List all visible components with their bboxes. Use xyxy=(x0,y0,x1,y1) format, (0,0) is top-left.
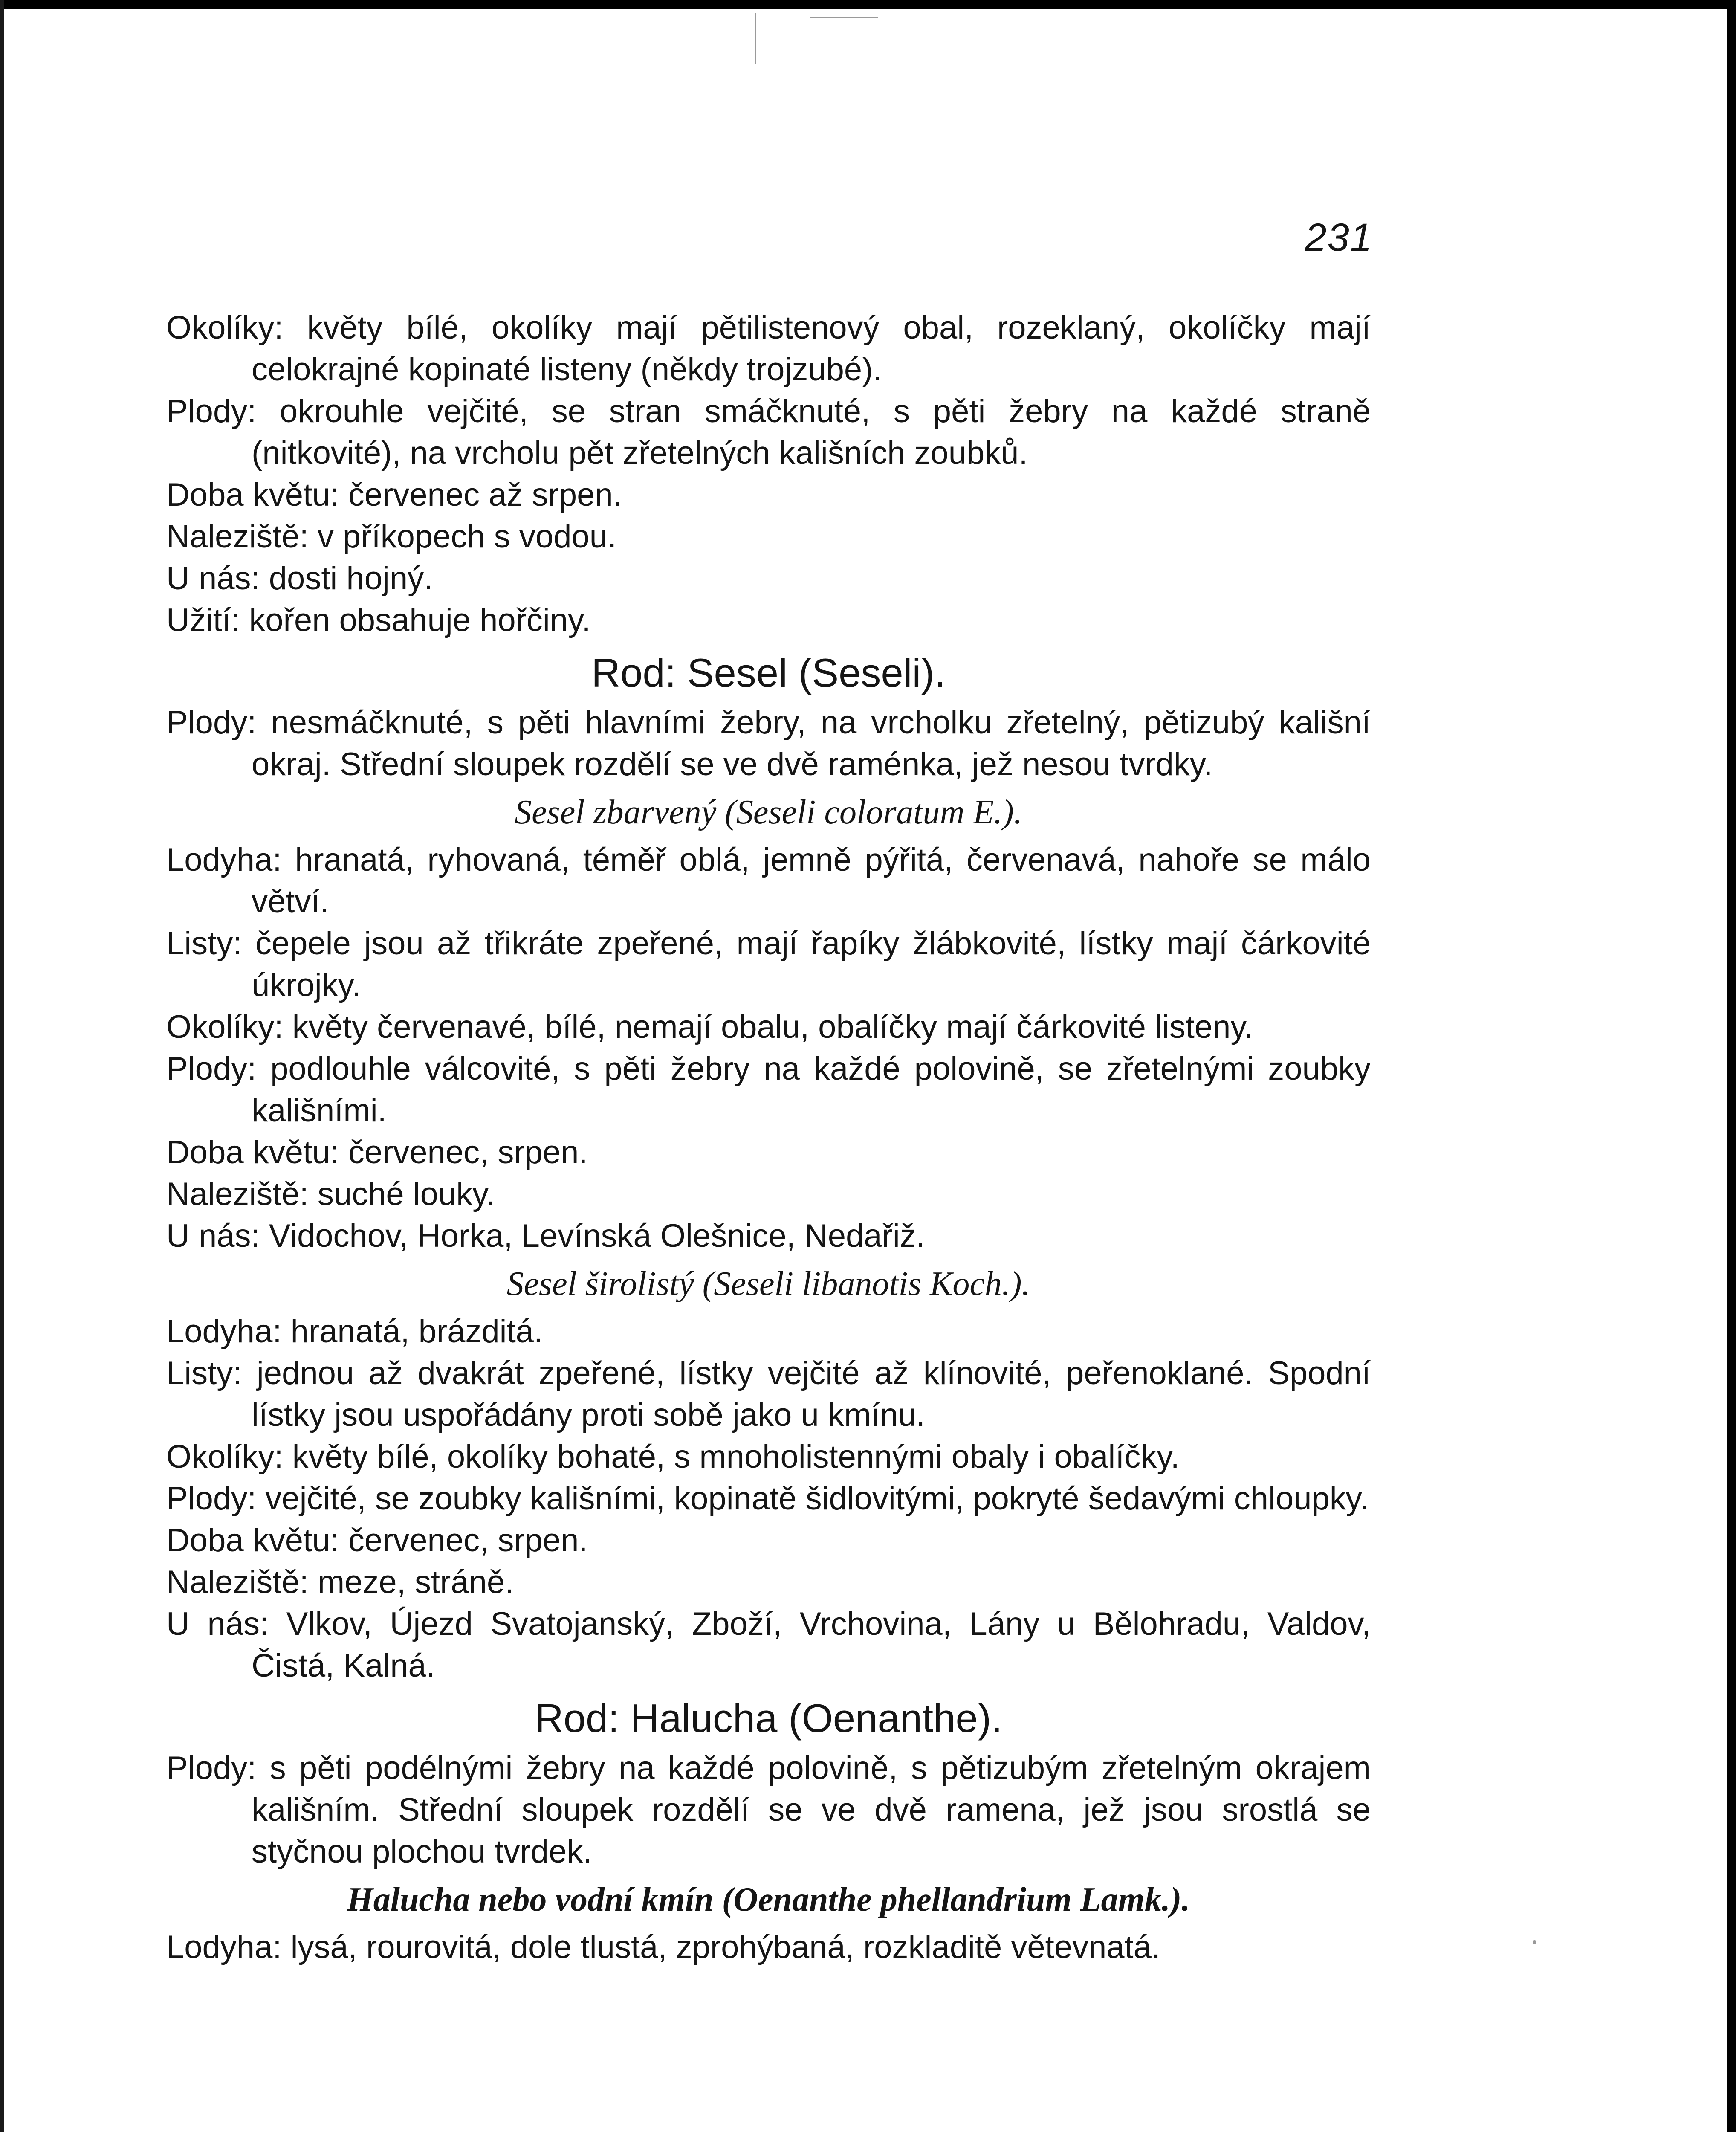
entry-label: Doba květu: xyxy=(166,1134,339,1170)
entry-lodyha xyxy=(166,839,1371,923)
entry-text: kořen obsahuje hořčiny. xyxy=(249,602,591,638)
page-number: 231 xyxy=(1305,216,1373,259)
entry-label: Okolíky: xyxy=(166,1439,284,1475)
dust-speck xyxy=(1533,1940,1536,1944)
entry-okoliky xyxy=(166,1006,1371,1048)
entry-label: Plody: xyxy=(166,1051,257,1087)
entry-label: Okolíky: xyxy=(166,1009,284,1045)
entry-text: květy bílé, okolíky bohaté, s mnoholistennými obaly i obalíčky. xyxy=(292,1439,1180,1475)
species-heading-seseli-libanotis: Sesel širolistý (Seseli libanotis Koch.). xyxy=(506,1265,1030,1303)
page-content xyxy=(166,307,1371,1968)
entry-text: nesmáčknuté, s pěti hlavními žebry, na vrcholku zřetelný, pětizubý kališní okraj. Střední sloupek rozdělí se ve dvě raménka, jež nesou tvrdky. xyxy=(252,704,1371,782)
entry-text: květy bílé, okolíky mají pětilistenový obal, rozeklaný, okolíčky mají celokrajné kopinaté listeny (někdy trojzubé). xyxy=(252,310,1371,388)
entry-plody xyxy=(166,1747,1371,1873)
entry-label: Plody: xyxy=(166,704,257,741)
entry-u-nas xyxy=(166,1603,1371,1687)
entry-doba-kvetu xyxy=(166,1520,1371,1561)
entry-text: hranatá, brázditá. xyxy=(290,1313,543,1350)
species-heading-oenanthe-phellandrium: Halucha nebo vodní kmín (Oenanthe phellandrium Lamk.). xyxy=(347,1881,1190,1918)
entry-label: Lodyha: xyxy=(166,1313,282,1350)
entry-label: Plody: xyxy=(166,393,257,429)
entry-text: červenec, srpen. xyxy=(348,1134,588,1170)
entry-u-nas xyxy=(166,558,1371,600)
entry-label: Okolíky: xyxy=(166,310,284,346)
entry-u-nas xyxy=(166,1215,1371,1257)
entry-text: lysá, rourovitá, dole tlustá, zprohýbaná, rozkladitě větevnatá. xyxy=(290,1929,1161,1965)
entry-text: jednou až dvakrát zpeřené, lístky vejčité až klínovité, peřenoklané. Spodní lístky jsou uspořádány proti sobě jako u kmínu. xyxy=(252,1355,1371,1433)
entry-okoliky xyxy=(166,307,1371,391)
entry-listy xyxy=(166,923,1371,1006)
entry-doba-kvetu xyxy=(166,474,1371,516)
entry-label: U nás: xyxy=(166,1218,260,1254)
entry-label: Listy: xyxy=(166,1355,242,1391)
entry-listy xyxy=(166,1353,1371,1436)
scan-artifact xyxy=(810,17,878,18)
entry-okoliky xyxy=(166,1436,1371,1478)
entry-plody xyxy=(166,391,1371,474)
entry-text: meze, stráně. xyxy=(317,1564,514,1600)
entry-label: Užití: xyxy=(166,602,240,638)
entry-naleziste xyxy=(166,1173,1371,1215)
entry-text: květy červenavé, bílé, nemají obalu, obalíčky mají čárkovité listeny. xyxy=(292,1009,1253,1045)
entry-text: čepele jsou až třikráte zpeřené, mají řapíky žlábkovité, lístky mají čárkovité úkrojky. xyxy=(252,925,1371,1003)
entry-text: Vlkov, Újezd Svatojanský, Zboží, Vrchovina, Lány u Bělohradu, Valdov, Čistá, Kalná. xyxy=(252,1606,1371,1684)
entry-label: Lodyha: xyxy=(166,1929,282,1965)
entry-text: vejčité, se zoubky kališními, kopinatě šidlovitými, pokryté šedavými chloupky. xyxy=(265,1480,1369,1517)
entry-label: Naleziště: xyxy=(166,1564,309,1600)
entry-label: Lodyha: xyxy=(166,842,282,878)
entry-naleziste xyxy=(166,516,1371,558)
genus-heading-sesel: Rod: Sesel (Seseli). xyxy=(591,650,946,695)
entry-label: Plody: xyxy=(166,1750,257,1786)
genus-heading-halucha: Rod: Halucha (Oenanthe). xyxy=(534,1696,1003,1741)
entry-uziti xyxy=(166,600,1371,641)
entry-lodyha xyxy=(166,1926,1371,1968)
entry-text: Vidochov, Horka, Levínská Olešnice, Nedařiž. xyxy=(269,1218,925,1254)
entry-text: suché louky. xyxy=(317,1176,495,1212)
species-heading-seseli-coloratum: Sesel zbarvený (Seseli coloratum E.). xyxy=(515,794,1022,831)
entry-plody xyxy=(166,1048,1371,1132)
entry-label: Plody: xyxy=(166,1480,257,1517)
entry-label: Doba květu: xyxy=(166,1522,339,1558)
entry-plody xyxy=(166,702,1371,785)
entry-text: podlouhle válcovité, s pěti žebry na každé polovině, se zřetelnými zoubky kališními. xyxy=(252,1051,1371,1129)
entry-label: Naleziště: xyxy=(166,1176,309,1212)
entry-text: červenec, srpen. xyxy=(348,1522,588,1558)
entry-plody xyxy=(166,1478,1371,1520)
scan-artifact xyxy=(755,13,756,64)
entry-text: červenec až srpen. xyxy=(348,477,622,513)
entry-label: Listy: xyxy=(166,925,242,962)
entry-text: v příkopech s vodou. xyxy=(317,519,617,555)
entry-doba-kvetu xyxy=(166,1132,1371,1173)
entry-lodyha xyxy=(166,1311,1371,1353)
entry-text: dosti hojný. xyxy=(269,560,433,597)
entry-text: s pěti podélnými žebry na každé polovině, s pětizubým zřetelným okrajem kališním. Střední sloupek rozdělí se ve dvě ramena, jež jsou srostlá se styčnou plochou tvrdek. xyxy=(252,1750,1371,1870)
entry-label: Doba květu: xyxy=(166,477,339,513)
entry-text: hranatá, ryhovaná, téměř oblá, jemně pýřitá, červenavá, nahoře se málo větví. xyxy=(252,842,1371,920)
entry-label: Naleziště: xyxy=(166,519,309,555)
entry-text: okrouhle vejčité, se stran smáčknuté, s pěti žebry na každé straně (nitkovité), na vrcholu pět zřetelných kališních zoubků. xyxy=(252,393,1371,471)
entry-naleziste xyxy=(166,1561,1371,1603)
entry-label: U nás: xyxy=(166,560,260,597)
entry-label: U nás: xyxy=(166,1606,269,1642)
